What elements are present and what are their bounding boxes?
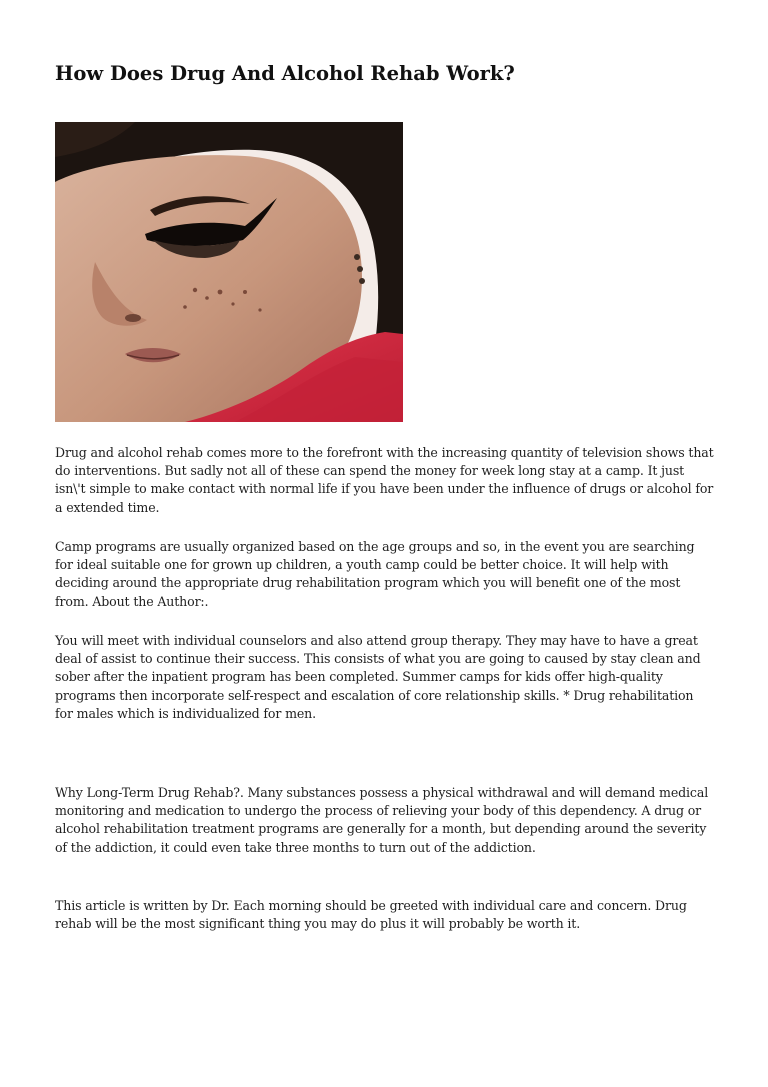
paragraph-2: Camp programs are usually organized based on the age groups and so, in the event you are searching for ideal suitable one for grown up children, a youth camp could be better choice. It will help with deciding around the appropriate drug rehabilitation program which you will benefit one of the most from. About the Author:. bbox=[55, 539, 695, 609]
paragraph-3: You will meet with individual counselors and also attend group therapy. They may have to have a great deal of assist to continue their success. This consists of what you are going to caused by stay clean and sober after the inpatient program has been completed. Summer camps for kids offer high-quality programs then incorporate self-respect and escalation of core relationship skills. * Drug rehabilitation for males which is individualized for men. bbox=[55, 633, 701, 721]
paragraph-5: This article is written by Dr. Each morning should be greeted with individual care and concern. Drug rehab will be the most significant thing you may do plus it will probably be worth it. bbox=[55, 898, 687, 932]
paragraph-1: Drug and alcohol rehab comes more to the forefront with the increasing quantity of television shows that do interventions. But sadly not all of these can spend the money for week long stay at a camp. It just isn\'t simple to make contact with normal life if you have been under the influence of drugs or alcohol for a extended time. bbox=[55, 445, 714, 515]
article-photo bbox=[55, 122, 403, 422]
portrait-illustration bbox=[55, 122, 403, 422]
paragraph-4: Why Long-Term Drug Rehab?. Many substances possess a physical withdrawal and will demand medical monitoring and medication to undergo the process of relieving your body of this dependency. A drug or alcohol rehabilitation treatment programs are generally for a month, but depending around the severity of the addiction, it could even take three months to turn out of the addiction. bbox=[55, 785, 709, 855]
page-title: How Does Drug And Alcohol Rehab Work? bbox=[55, 62, 515, 85]
